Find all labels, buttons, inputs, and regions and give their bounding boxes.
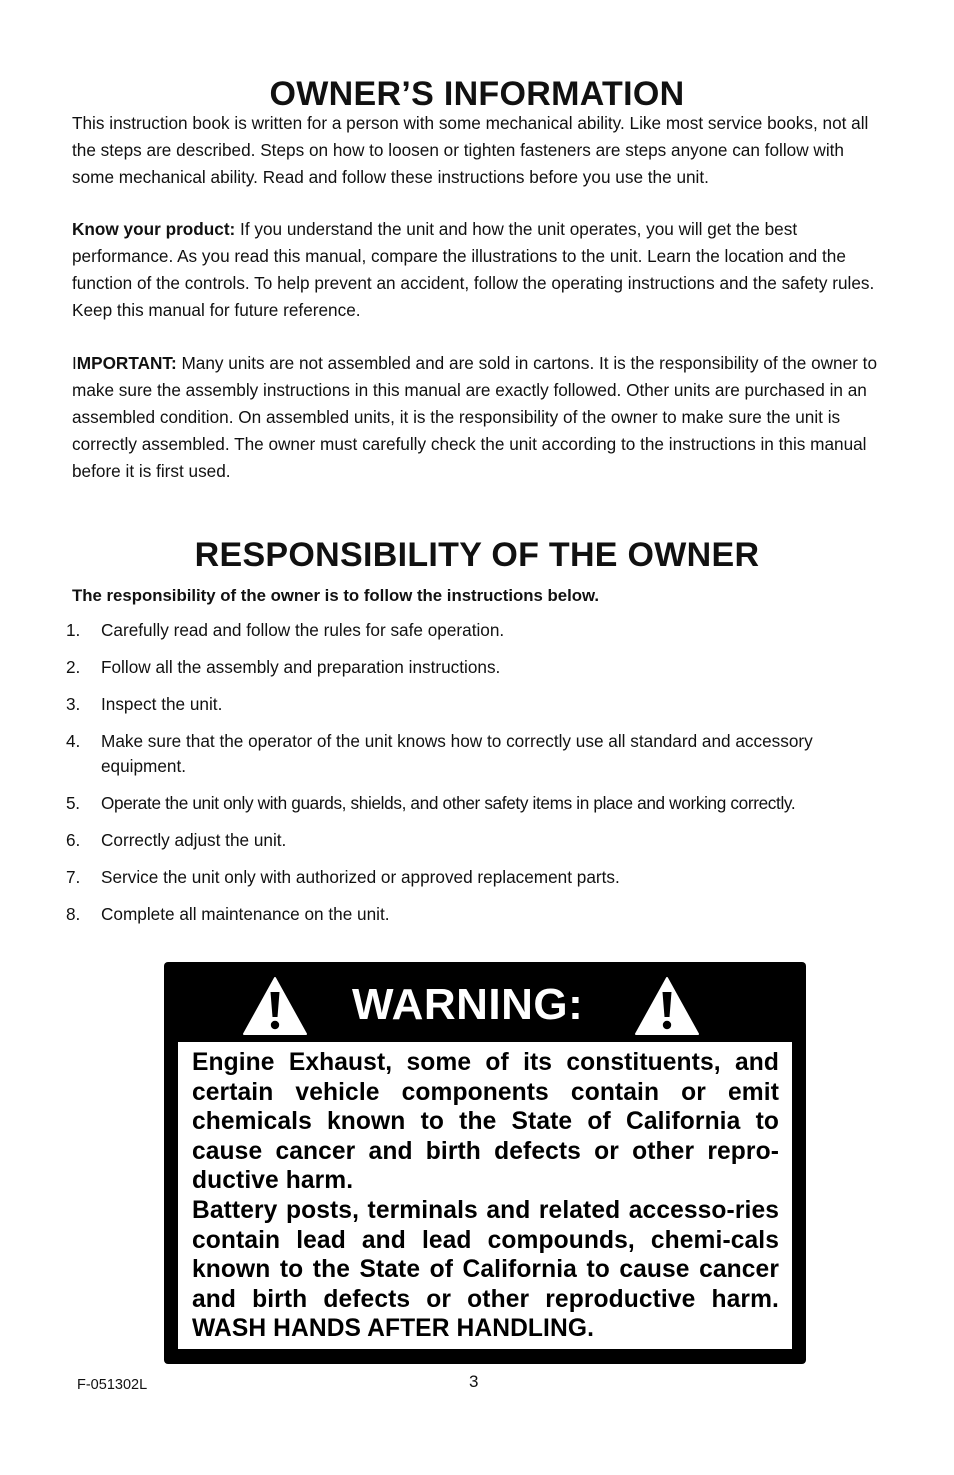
list-item (66, 618, 884, 643)
warning-title: WARNING: (352, 980, 584, 1029)
list-item-text: Carefully read and follow the rules for safe operation. (101, 620, 505, 640)
know-product-label: Know your product: (72, 219, 236, 239)
list-item-number: 3. (66, 694, 81, 714)
list-item-text: Inspect the unit. (101, 694, 223, 714)
list-item (66, 828, 884, 853)
intro-text: This instruction book is written for a person with some mechanical ability. Like most service books, not all the steps are described. Steps on how to loosen or tighten fasteners are steps anyone can follow with some mechanical ability. Read and follow these instructions before you use the unit. (72, 113, 869, 187)
list-item-text: Operate the unit only with guards, shields, and other safety items in place and working correctly. (101, 793, 796, 813)
warning-header (164, 962, 806, 1042)
important-text: Many units are not assembled and are sold in cartons. It is the responsibility of the owner to make sure the assembly instructions in this manual are exactly followed. Other units are purchased in an assembled condition. On assembled units, it is the responsibility of the owner to make sure the unit is correctly assembled. The owner must carefully check the unit according to the instructions in this manual before it is first used. (72, 353, 878, 481)
important-label: MPORTANT: (76, 353, 177, 373)
important-label-initial: I (72, 353, 77, 373)
list-item-number: 7. (66, 867, 81, 887)
list-item-number: 2. (66, 657, 81, 677)
list-item (66, 865, 884, 890)
responsibility-intro: The responsibility of the owner is to follow the instructions below. (72, 586, 600, 605)
list-item (66, 729, 884, 779)
list-item-text: Follow all the assembly and preparation instructions. (101, 657, 501, 677)
warning-exhaust-text: Engine Exhaust, some of its constituents, and certain vehicle components contain or emit chemicals known to the State of California to cause cancer and birth defects or other repro-ductive harm. (192, 1049, 779, 1195)
list-item-number: 5. (66, 793, 80, 813)
list-item-number: 6. (66, 830, 81, 850)
list-item (66, 655, 884, 680)
owners-information-heading: OWNER’S INFORMATION (269, 75, 685, 113)
list-item (66, 692, 884, 717)
list-item-text: Correctly adjust the unit. (101, 830, 287, 850)
list-item (66, 791, 884, 816)
intro-paragraph (72, 110, 884, 191)
responsibility-list (66, 618, 884, 939)
exclamation-triangle-icon (242, 976, 308, 1036)
know-product-paragraph (72, 216, 884, 324)
list-item-number: 4. (66, 731, 81, 751)
list-item-text: Complete all maintenance on the unit. (101, 904, 390, 924)
page-number: 3 (469, 1372, 479, 1391)
important-paragraph (72, 350, 884, 485)
warning-battery-text: Battery posts, terminals and related accesso-ries contain lead and lead compounds, chemi-cals known to the State of California to cause cancer and birth defects or other reproductive harm. WASH HANDS AFTER HANDLING. (192, 1196, 779, 1343)
warning-body (178, 1042, 792, 1349)
document-code: F-051302L (77, 1377, 148, 1393)
warning-box (164, 962, 806, 1364)
list-item-number: 8. (66, 904, 81, 924)
know-product-text: If you understand the unit and how the unit operates, you will get the best performance. As you read this manual, compare the illustrations to the unit. Learn the location and the function of the controls. To help prevent an accident, follow the operating instructions and the safety rules. Keep this manual for future reference. (72, 219, 875, 320)
exclamation-triangle-icon (634, 976, 700, 1036)
list-item-text: Make sure that the operator of the unit knows how to correctly use all standard and accessory equipment. (101, 731, 813, 776)
list-item-text: Service the unit only with authorized or approved replacement parts. (101, 867, 620, 887)
list-item (66, 902, 884, 927)
list-item-number: 1. (66, 620, 81, 640)
responsibility-heading: RESPONSIBILITY OF THE OWNER (194, 536, 760, 574)
